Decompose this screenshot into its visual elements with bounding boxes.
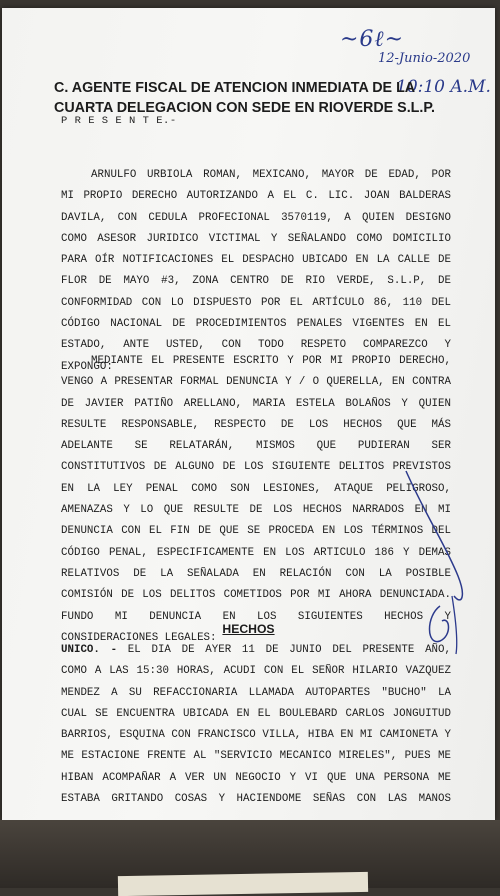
text-line: BARRIOS, ESQUINA CON FRANCISCO VILLA, HIBA EN MI CAMIONETA Y (61, 729, 451, 742)
text-line: DENUNCIA CON EL FIN DE QUE SE PROCEDA EN LOS TÉRMINOS DEL (61, 525, 451, 538)
text-line: ADELANTE SE RELATARÁN, MISMOS QUE PUDIERAN SER (61, 440, 451, 453)
text-line: VENGO A PRESENTAR FORMAL DENUNCIA Y / O QUERELLA, EN CONTRA (61, 376, 451, 389)
text-line: MEDIANTE EL PRESENTE ESCRITO Y POR MI PROPIO DERECHO, (91, 355, 451, 367)
text-line: CONSIDERACIONES LEGALES: (61, 631, 217, 644)
text-line: ARNULFO URBIOLA ROMAN, MEXICANO, MAYOR DE EDAD, POR (91, 169, 451, 181)
document-page (2, 8, 495, 820)
text-line: ME ESTACIONE FRENTE AL "SERVICIO MECANICO MIRELES", PUES ME (61, 750, 451, 763)
underlying-paper (118, 872, 368, 896)
header-line-2: CUARTA DELEGACION CON SEDE EN RIOVERDE S.L.P. (54, 100, 436, 116)
text-line: AMENAZAS Y LO QUE RESULTE DE LOS HECHOS NARRADOS EN MI (61, 504, 451, 517)
text-line: PARA OÍR NOTIFICACIONES EL DESPACHO UBICADO EN LA CALLE DE (61, 254, 451, 267)
presente-label: P R E S E N T E.- (61, 115, 177, 127)
recipient-header (54, 78, 436, 118)
unico-text: EL DIA DE AYER 11 DE JUNIO DEL PRESENTE AÑO, (127, 644, 451, 656)
text-line: RESULTE RESPONSABLE, RESPECTO DE LOS HECHOS QUE MÁS (61, 418, 451, 431)
text-line: CUAL SE ENCUENTRA UBICADA EN EL BOULEBARD CARLOS JONGUITUD (61, 707, 451, 720)
text-line: FLOR DE MAYO #3, ZONA CENTRO DE RIO VERDE, S.L.P, DE (61, 275, 451, 288)
text-line: DE JAVIER PATIÑO ARELLANO, MARIA ESTELA BOLAÑOS Y QUIEN (61, 397, 451, 410)
text-line: EXPONGO: (61, 360, 113, 373)
text-line: ESTADO, ANTE USTED, CON TODO RESPETO COMPAREZCO Y (61, 339, 451, 352)
text-line: COMO ASESOR JURIDICO VICTIMAL Y SEÑALANDO COMO DOMICILIO (61, 232, 451, 245)
text-line: DAVILA, CON CEDULA PROFECIONAL 3570119, A QUIEN DESIGNO (61, 211, 451, 224)
text-line-unico (61, 640, 451, 661)
paragraph-denuncia (61, 351, 451, 649)
handwritten-date: 12-Junio-2020 (378, 51, 471, 66)
text-line: EN LA LEY PENAL COMO SON LESIONES, ATAQUE PELIGROSO, (61, 482, 451, 495)
header-line-1: C. AGENTE FISCAL DE ATENCION INMEDIATA DE LA (54, 80, 416, 96)
text-line: MENDEZ A SU REFACCIONARIA LLAMADA AUTOPARTES "BUCHO" LA (61, 686, 451, 699)
handwritten-time: 10:10 A.M. (396, 77, 491, 97)
paragraph-hechos (61, 640, 451, 810)
text-line: ESTABA GRITANDO COSAS Y HACIENDOME SEÑAS CON LAS MANOS (61, 793, 451, 806)
text-line: CÓDIGO NACIONAL DE PROCEDIMIENTOS PENALES VIGENTES EN EL (61, 318, 451, 331)
text-line: FUNDO MI DENUNCIA EN LOS SIGUIENTES HECHOS Y (61, 610, 451, 623)
text-line: COMISIÓN DE LOS DELITOS COMETIDOS POR MI AHORA DENUNCIADA. (61, 589, 451, 602)
text-line: MI PROPIO DERECHO AUTORIZANDO A EL C. LIC. JOAN BALDERAS (61, 190, 451, 203)
text-line: RELATIVOS DE LA SEÑALADA EN RELACIÓN CON LA POSIBLE (61, 567, 451, 580)
section-title-hechos: HECHOS (222, 622, 275, 636)
signature-mark (396, 456, 476, 656)
text-line: HIBAN ACOMPAÑAR A VER UN NEGOCIO Y VI QUE UNA PERSONA ME (61, 771, 451, 784)
text-line: CÓDIGO PENAL, ESPECIFICAMENTE EN LOS ARTICULO 186 Y DEMAS (61, 546, 451, 559)
text-line: CONFORMIDAD CON LO DISPUESTO POR EL ARTÍCULO 86, 110 DEL (61, 296, 451, 309)
unico-label: UNICO. - (61, 644, 118, 656)
text-line: COMO A LAS 15:30 HORAS, ACUDI CON EL SEÑOR HILARIO VAZQUEZ (61, 665, 451, 678)
handwritten-initials: ~6ℓ~ (340, 27, 405, 52)
text-line: CONSTITUTIVOS DE ALGUNO DE LOS SIGUIENTE DELITOS PREVISTOS (61, 461, 451, 474)
paragraph-introduction (61, 165, 451, 378)
